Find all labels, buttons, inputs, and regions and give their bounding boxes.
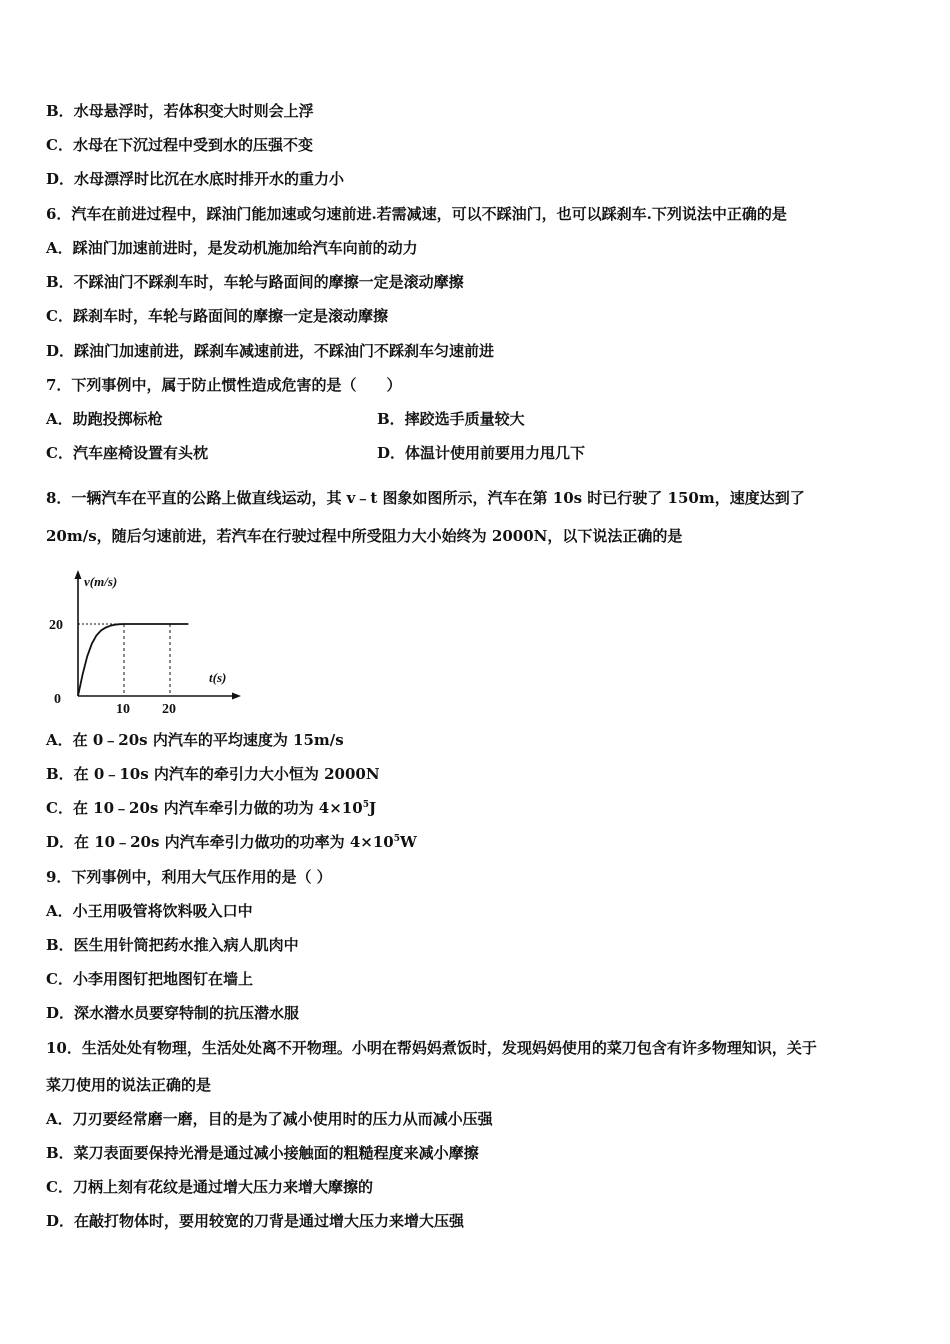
velocity-curve bbox=[78, 624, 188, 696]
q9-option-a: A．小王用吸管将饮料吸入口中 bbox=[46, 902, 253, 920]
q7-stem: 7．下列事例中，属于防止惯性造成危害的是（ ） bbox=[46, 376, 402, 394]
q8-option-d-unit: W bbox=[400, 833, 417, 851]
q10-stem-line2: 菜刀使用的说法正确的是 bbox=[46, 1076, 212, 1094]
q7-option-a: A．助跑投掷标枪 bbox=[46, 410, 163, 428]
q8-stem-line2: 20m/s，随后匀速前进，若汽车在行驶过程中所受阻力大小始终为 2000N，以下说法正确的是 bbox=[46, 527, 683, 545]
q8-option-b: B．在 0﹣10s 内汽车的牵引力大小恒为 2000N bbox=[46, 765, 380, 783]
x-axis-arrow bbox=[232, 693, 241, 700]
x-tick-label: 10 bbox=[116, 702, 130, 717]
q7-option-b: B．摔跤选手质量较大 bbox=[377, 410, 525, 428]
q6-option-d: D．踩油门加速前进，踩刹车减速前进，不踩油门不踩刹车匀速前进 bbox=[46, 342, 495, 360]
q8-option-d-text: D．在 10﹣20s 内汽车牵引力做功的功率为 4×10 bbox=[46, 833, 394, 851]
q10-option-b: B．菜刀表面要保持光滑是通过减小接触面的粗糙程度来减小摩擦 bbox=[46, 1144, 479, 1162]
q7-option-d: D．体温计使用前要用力甩几下 bbox=[377, 444, 586, 462]
q10-option-a: A．刀刃要经常磨一磨，目的是为了减小使用时的压力从而减小压强 bbox=[46, 1110, 493, 1128]
velocity-time-graph bbox=[44, 566, 244, 720]
q8-option-d bbox=[46, 832, 417, 852]
q6-stem: 6．汽车在前进过程中，踩油门能加速或匀速前进.若需减速，可以不踩油门，也可以踩刹车.下列说法中正确的是 bbox=[46, 205, 787, 223]
q5-option-d: D．水母漂浮时比沉在水底时排开水的重力小 bbox=[46, 170, 345, 188]
q8-option-d-exponent: 5 bbox=[393, 834, 401, 844]
q9-option-b: B．医生用针筒把药水推入病人肌肉中 bbox=[46, 936, 299, 954]
q8-option-c-unit: J bbox=[368, 799, 377, 817]
q7-option-c: C．汽车座椅设置有头枕 bbox=[46, 444, 208, 462]
q8-option-a: A．在 0﹣20s 内汽车的平均速度为 15m/s bbox=[46, 731, 344, 749]
x-tick-label: 20 bbox=[162, 702, 176, 717]
q6-option-b: B．不踩油门不踩刹车时，车轮与路面间的摩擦一定是滚动摩擦 bbox=[46, 273, 464, 291]
q8-stem-line1: 8．一辆汽车在平直的公路上做直线运动，其 v﹣t 图象如图所示，汽车在第 10s 时已行驶了 150m，速度达到了 bbox=[46, 489, 805, 507]
q9-option-c: C．小李用图钉把地图钉在墙上 bbox=[46, 970, 253, 988]
q6-option-c: C．踩刹车时，车轮与路面间的摩擦一定是滚动摩擦 bbox=[46, 307, 388, 325]
y-axis-label: v(m/s) bbox=[84, 574, 118, 589]
q9-stem: 9．下列事例中，利用大气压作用的是（ ） bbox=[46, 868, 332, 886]
y-axis-arrow bbox=[75, 570, 82, 579]
q9-option-d: D．深水潜水员要穿特制的抗压潜水服 bbox=[46, 1004, 300, 1022]
origin-label: 0 bbox=[54, 692, 61, 707]
q8-option-c-exponent: 5 bbox=[362, 800, 369, 810]
q10-option-c: C．刀柄上刻有花纹是通过增大压力来增大摩擦的 bbox=[46, 1178, 373, 1196]
x-axis-label: t(s) bbox=[209, 670, 227, 685]
q8-option-c-text: C．在 10﹣20s 内汽车牵引力做的功为 4×10 bbox=[46, 799, 363, 817]
q5-option-c: C．水母在下沉过程中受到水的压强不变 bbox=[46, 136, 313, 154]
q6-option-a: A．踩油门加速前进时，是发动机施加给汽车向前的动力 bbox=[46, 239, 418, 257]
y-tick-label: 20 bbox=[49, 618, 63, 633]
q10-option-d: D．在敲打物体时，要用较宽的刀背是通过增大压力来增大压强 bbox=[46, 1212, 465, 1230]
q5-option-b: B．水母悬浮时，若体积变大时则会上浮 bbox=[46, 102, 314, 120]
q8-option-c bbox=[46, 798, 376, 818]
q10-stem-line1: 10．生活处处有物理，生活处处离不开物理。小明在帮妈妈煮饭时，发现妈妈使用的菜刀包含有许多物理知识，关于 bbox=[46, 1039, 817, 1057]
